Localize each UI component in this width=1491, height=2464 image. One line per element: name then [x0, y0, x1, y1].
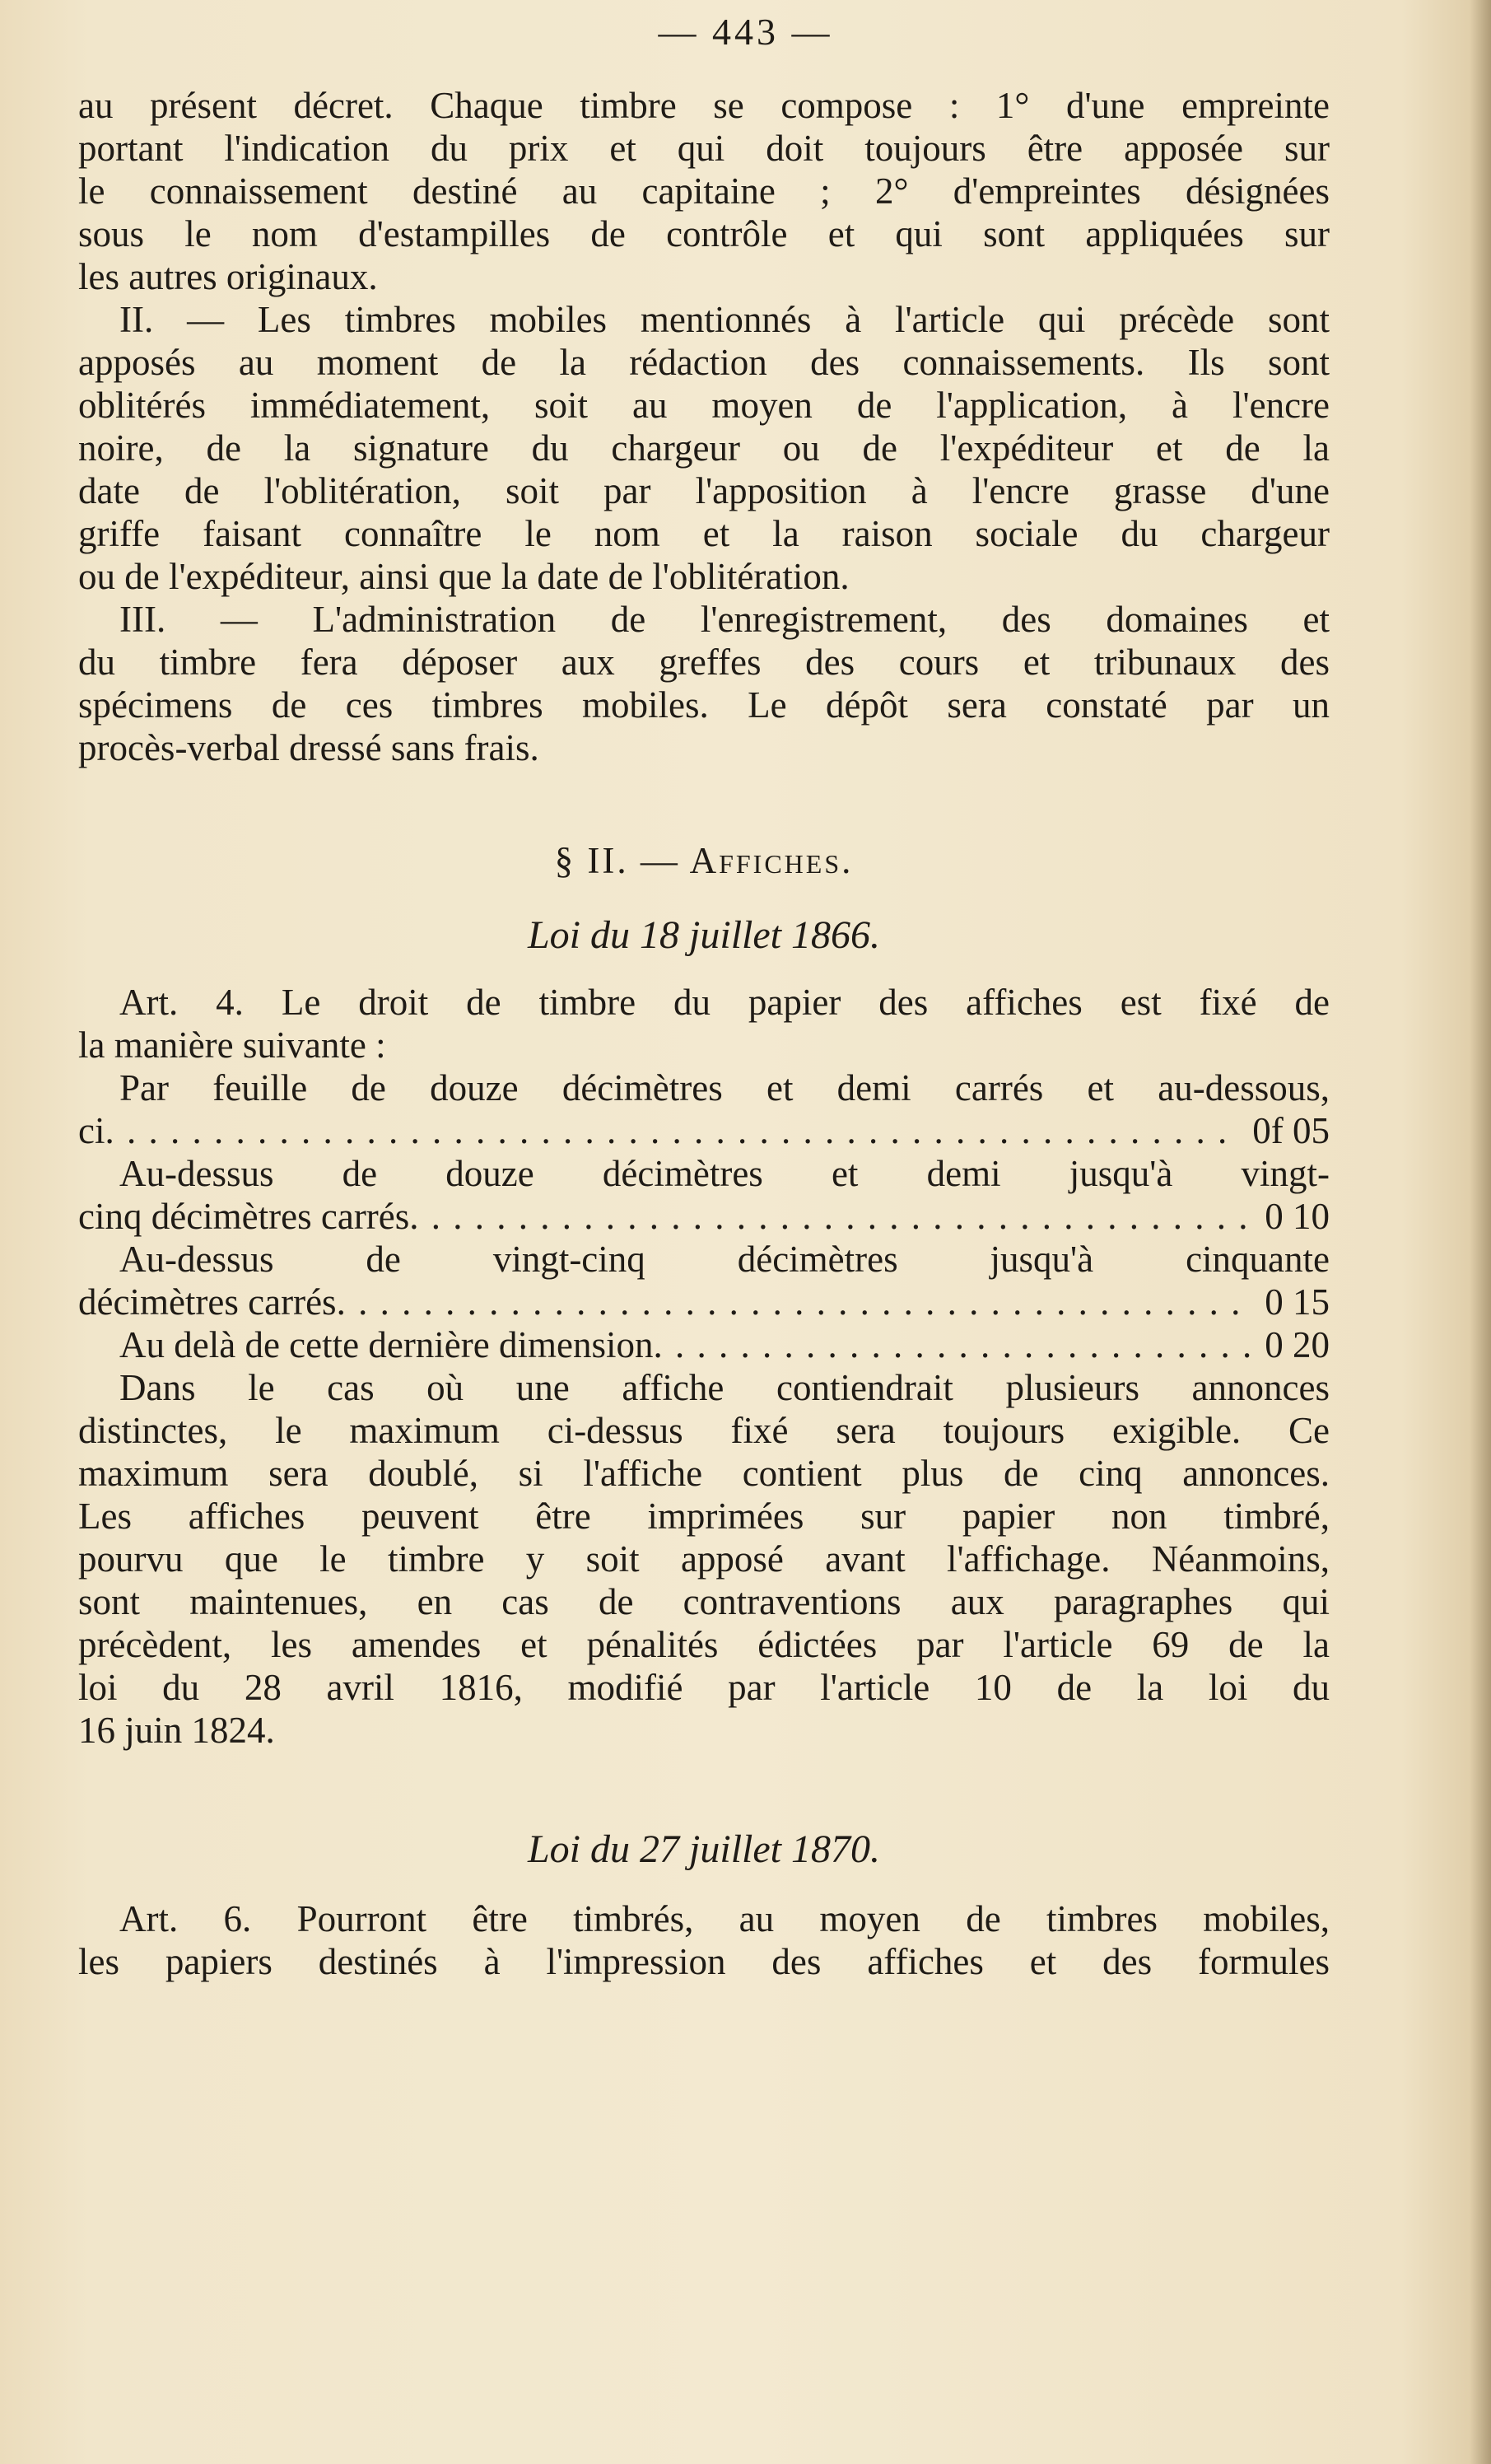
article-4-line: la manière suivante :	[78, 1024, 386, 1066]
leader-dots	[105, 1110, 1241, 1152]
rate-label: décimètres carrés	[78, 1281, 337, 1323]
text-line: le connaissement destiné au capitaine ; 2° d'empreintes désignées	[78, 170, 1330, 212]
text-line: du timbre fera déposer aux greffes des cours et tribunaux des	[78, 642, 1330, 683]
article-6-line: les papiers destinés à l'impression des affiches et des formules	[78, 1941, 1330, 1982]
rate-label: ci	[78, 1110, 105, 1151]
text-line: les autres originaux.	[78, 256, 378, 297]
text-line: ou de l'expéditeur, ainsi que la date de l'oblitération.	[78, 556, 850, 597]
text-line: procès-verbal dressé sans frais.	[78, 727, 539, 768]
rate-label: cinq décimètres carrés	[78, 1196, 410, 1237]
text-line: au présent décret. Chaque timbre se compose : 1° d'une empreinte	[78, 85, 1330, 126]
text-line: date de l'oblitération, soit par l'apposition à l'encre grasse d'une	[78, 470, 1330, 511]
text-line: oblitérés immédiatement, soit au moyen de l'application, à l'encre	[78, 385, 1330, 426]
paragraph-line: sont maintenues, en cas de contraventions aux paragraphes qui	[78, 1581, 1330, 1622]
rate-row	[78, 1110, 1330, 1152]
paragraph-line: précèdent, les amendes et pénalités édictées par l'article 69 de la	[78, 1624, 1330, 1665]
page-edge-shadow	[1470, 0, 1491, 2464]
paragraph-line: 16 juin 1824.	[78, 1710, 275, 1751]
rate-text-line: Au-dessus de douze décimètres et demi jusqu'à vingt-	[119, 1153, 1330, 1194]
article-6-line: Art. 6. Pourront être timbrés, au moyen de timbres mobiles,	[119, 1898, 1330, 1939]
rate-amount: 0f 05	[1252, 1110, 1330, 1151]
paragraph-line: pourvu que le timbre y soit apposé avant l'affichage. Néanmoins,	[78, 1538, 1330, 1580]
text-line: sous le nom d'estampilles de contrôle et qui sont appliquées sur	[78, 213, 1330, 254]
paragraph-line: Les affiches peuvent être imprimées sur papier non timbré,	[78, 1496, 1330, 1537]
law-title-1866: Loi du 18 juillet 1866.	[527, 913, 880, 957]
text-line: portant l'indication du prix et qui doit toujours être apposée sur	[78, 128, 1330, 169]
paragraph-line: distinctes, le maximum ci-dessus fixé sera toujours exigible. Ce	[78, 1410, 1330, 1451]
paragraph-line: maximum sera doublé, si l'affiche contient plus de cinq annonces.	[78, 1453, 1330, 1494]
article-4-line: Par feuille de douze décimètres et demi carrés et au-dessous,	[119, 1067, 1330, 1108]
page-number: — 443 —	[658, 11, 833, 53]
text-line: griffe faisant connaître le nom et la raison sociale du chargeur	[78, 513, 1330, 554]
article-4-line: Art. 4. Le droit de timbre du papier des affiches est fixé de	[119, 982, 1330, 1023]
paragraph-line: Dans le cas où une affiche contiendrait plusieurs annonces	[119, 1367, 1330, 1408]
text-line: II. — Les timbres mobiles mentionnés à l'article qui précède sont	[119, 299, 1330, 340]
leader-dots	[409, 1196, 1253, 1238]
leader-dots	[337, 1281, 1254, 1323]
rate-label: Au delà de cette dernière dimension	[119, 1324, 654, 1365]
text-line: spécimens de ces timbres mobiles. Le dépôt sera constaté par un	[78, 684, 1330, 726]
text-line: noire, de la signature du chargeur ou de l'expéditeur et de la	[78, 427, 1330, 469]
rate-amount: 0 15	[1265, 1281, 1330, 1323]
rate-amount: 0 10	[1265, 1196, 1330, 1237]
rate-text-line: Au-dessus de vingt-cinq décimètres jusqu'à cinquante	[119, 1239, 1330, 1280]
leader-dots	[653, 1324, 1253, 1366]
paragraph-line: loi du 28 avril 1816, modifié par l'article 10 de la loi du	[78, 1667, 1330, 1708]
rate-row	[78, 1196, 1330, 1238]
law-title-1870: Loi du 27 juillet 1870.	[527, 1827, 880, 1871]
rate-row	[78, 1324, 1330, 1366]
rate-amount: 0 20	[1265, 1324, 1330, 1365]
section-heading: § II. — Affiches.	[554, 840, 854, 881]
text-line: III. — L'administration de l'enregistrement, des domaines et	[119, 599, 1330, 640]
text-line: apposés au moment de la rédaction des connaissements. Ils sont	[78, 342, 1330, 383]
rate-row	[78, 1281, 1330, 1323]
